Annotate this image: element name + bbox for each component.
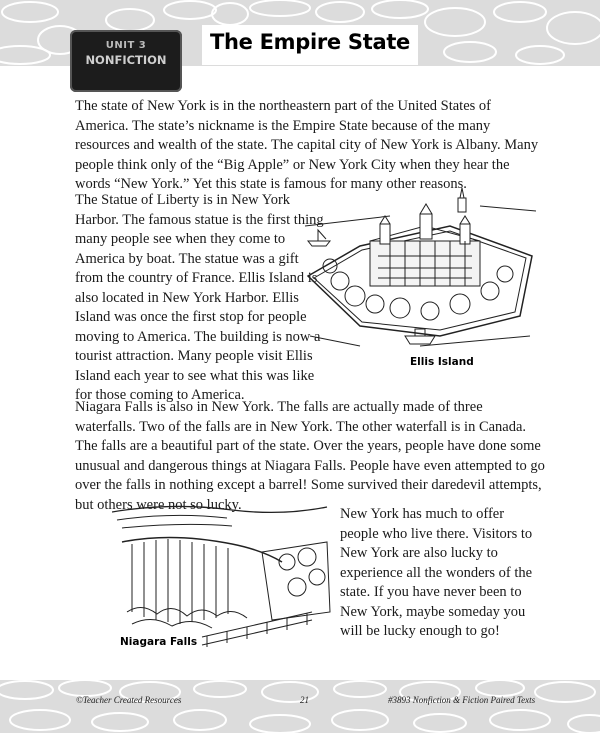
footer-pattern: [0, 680, 600, 733]
unit-badge: [70, 30, 182, 92]
footer-band: [0, 680, 600, 733]
caption-niagara-falls: Niagara Falls: [120, 636, 198, 648]
paragraph-intro: The state of New York is in the northeastern part of the United States of America. The state’s nickname is the Empire State because of the many resources and wealth of the state. The capital city of New York is Albany. Many people think only of the “Big Apple” or New York City when they hear the words “New York.” Yet this state is famous for many other reasons.: [75, 98, 539, 192]
footer-book-title: #3893 Nonfiction & Fiction Paired Texts: [388, 695, 536, 705]
unit-label: UNIT 3: [105, 40, 147, 51]
footer-page-number: 21: [300, 695, 309, 705]
caption-ellis-island: Ellis Island: [410, 356, 474, 368]
niagara-falls-illustration: [112, 502, 332, 652]
ellis-island-illustration: [300, 186, 538, 354]
paragraph-niagara: Niagara Falls is also in New York. The falls are actually made of three waterfalls. Two of the falls are in New York. The other waterfall is in Canada. The falls are a beautiful part of the state. Over the years, people have done some unusual and dangerous things at Niagara Falls. People have even attempted to go over the falls in nothing except a barrel! Some survived their daredevil attempts, but others were not so lucky.: [75, 399, 545, 513]
unit-type: NONFICTION: [85, 53, 167, 67]
paragraph-statue-ellis: The Statue of Liberty is in New York Harbor. The famous statue is the first thing many people see when they come to America by boat. The statue was a gift from the country of France. Ellis Island is also located in New York Harbor. Ellis Island was once the first stop for people moving to America. The building is now a tourist attraction. Many people visit Ellis Island each year to see what this was like for those coming to America.: [75, 192, 324, 403]
footer-copyright: ©Teacher Created Resources: [76, 695, 182, 705]
paragraph-closing: New York has much to offer people who live there. Visitors to New York are also lucky to experience all the wonders of the state. If you have never been to New York, maybe someday you will be lucky enough to go!: [340, 506, 533, 639]
page-title: The Empire State: [209, 30, 410, 54]
